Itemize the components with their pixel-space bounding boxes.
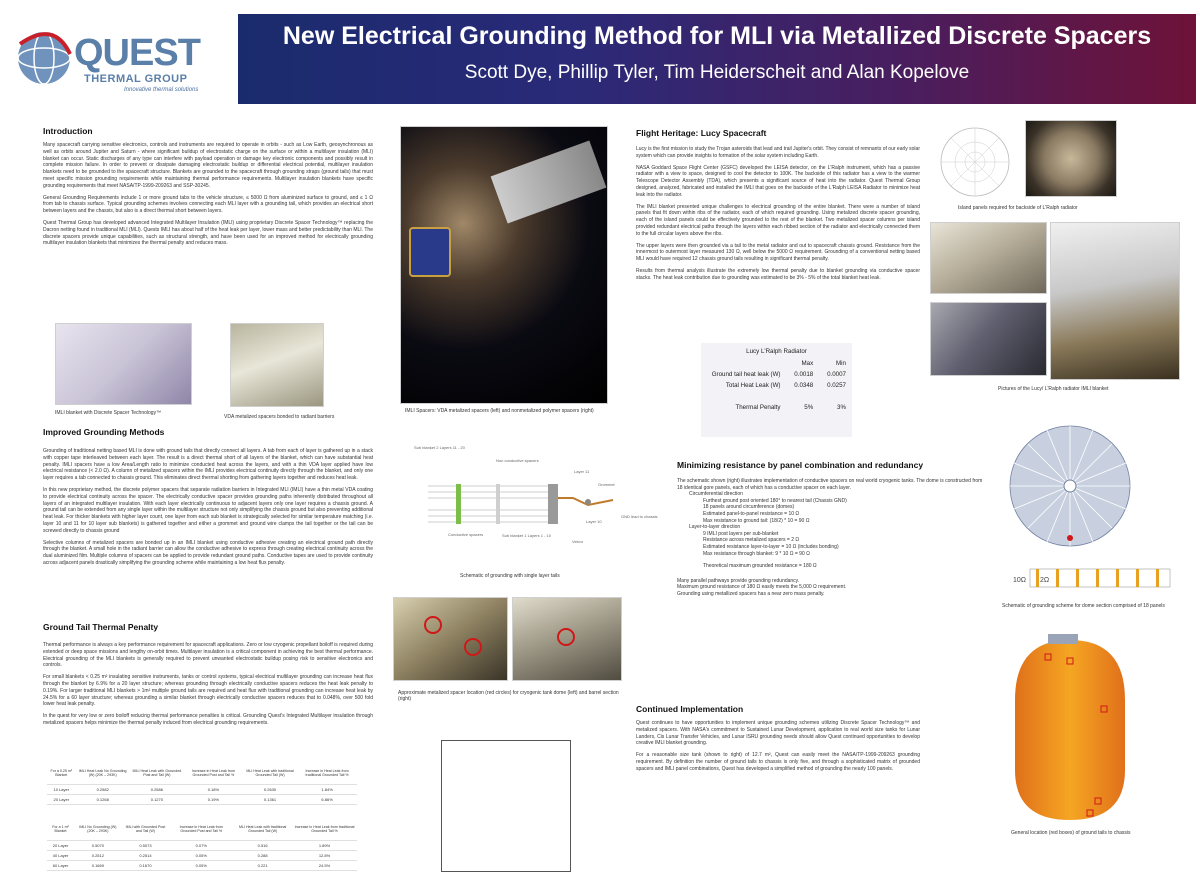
minimizing-paragraph: Grounding using metallized spacers has a near zero mass penalty. — [677, 590, 825, 597]
lucy-table-cell: Ground tail heat leak (W) — [711, 371, 781, 378]
title-banner — [238, 14, 1196, 104]
island-panels-caption: Island panels required for backside of L'Ralph radiator — [958, 205, 1078, 211]
globe-icon — [14, 24, 74, 94]
table2-cell: 0.07% — [169, 841, 233, 851]
minimizing-line: Circumferential direction — [689, 491, 743, 498]
table2-header-row — [47, 818, 357, 841]
lucy-blanket-detail-photo — [930, 302, 1047, 376]
table2-cell: 0.1670 — [122, 861, 170, 871]
table2-cell: 0.05% — [169, 851, 233, 861]
table1-cell: 0.2586 — [130, 785, 184, 795]
lucy-table-body — [701, 358, 852, 413]
grommet-icon — [585, 499, 591, 505]
table2-cell: 0.1669 — [74, 861, 122, 871]
poster-title: New Electrical Grounding Method for MLI via Metallized Discrete Spacers — [282, 22, 1152, 50]
table1-header-cell: IMLI Heat Leak No Grounding (W) (20K – 293K) — [76, 762, 130, 785]
table1-row — [47, 785, 357, 795]
table2-cell: 1.89% — [292, 841, 357, 851]
continued-paragraph: For a reasonable size tank (shown to right) of 12.7 m², Quest can easily meet the NASA/TP-1999-209263 grounding requirement. By definition the number of ground tails to chassis is only five, and through a sophisticated matrix of grounded spacers and IMLI panel combinations, Quest has developed a simplified method of grounding the nearly 100 panels. — [636, 752, 920, 772]
panel-resistance-strip — [1010, 565, 1180, 593]
table2-header-cell: Increase in Heat Leak from traditional Grounded Tail % — [292, 818, 357, 841]
tank-location-caption: Approximate metalized spacer location (red circles) for cryogenic tank dome (left) and barrel section (right) — [398, 690, 619, 702]
logo-tagline: Innovative thermal solutions — [124, 87, 199, 93]
minimizing-line: Max resistance to ground tail: (18/2) * 10 = 90 Ω — [703, 517, 810, 524]
table1-header-cell: MLI Heat Leak with traditional Grounded Tail (W) — [243, 762, 297, 785]
table2-header-cell: IMLI with Grounded Post and Tail (W) — [122, 818, 170, 841]
improved-text — [43, 448, 373, 572]
spacer-location-marker — [424, 616, 442, 634]
minimizing-heading: Minimizing resistance by panel combination and redundancy — [677, 460, 924, 470]
quest-logo — [12, 20, 227, 98]
lucy-pictures-caption: Pictures of the Lucy/ L'Ralph radiator IMLI blanket — [998, 386, 1109, 392]
minimizing-line: Theoretical maximum grounded resistance = 180 Ω — [703, 563, 817, 570]
heat-leak-table-small — [47, 762, 357, 805]
table2-header-cell: MLI Heat Leak with traditional Grounded Tail (W) — [233, 818, 292, 841]
lucy-table-row — [701, 380, 852, 391]
table2-cell: 40 Layer — [47, 851, 74, 861]
ground-tail-marker — [1067, 535, 1073, 541]
table1-cell: 20 Layer — [47, 795, 76, 805]
lucy-table-header-cell — [701, 358, 787, 369]
conductive-label: Conductive spacers — [448, 532, 484, 537]
tail-paragraph: Thermal performance is always a key performance requirement for spacecraft applications. Zero or low cryogenic propellant boiloff is required during extended or deep space missions and lengthy on-orbit times. Multilayer insulation is a critical component in achieving the best thermal performance. Electrical grounding of the MLI blankets is generally required to prevent unwanted electrostatic buildup posing risk to sensitive electronics and controls. — [43, 642, 373, 669]
table2-cell: 24.5% — [292, 861, 357, 871]
non-conductive-label: Non conductive spacers — [496, 458, 539, 463]
sub-blanket-1-label: Sub blanket 1 Layers 1 - 10 — [502, 533, 551, 538]
flight-text — [636, 146, 920, 287]
vda-spacers-photo — [230, 323, 324, 407]
lucy-table-cell: Thermal Penalty — [735, 404, 781, 411]
table2-header-cell: IMLI No Grounding (W) (20K – 293K) — [74, 818, 122, 841]
logo-subtitle: THERMAL GROUP — [84, 73, 188, 85]
table1-cell: 0.1270 — [130, 795, 184, 805]
general-location-caption: General location (red boxes) of ground tails to chassis — [1011, 830, 1131, 836]
lucy-spacecraft-image — [400, 126, 608, 404]
improved-heading: Improved Grounding Methods — [43, 427, 165, 437]
lucy-radiator-table — [701, 343, 852, 437]
gnd-lead-label: GND lead to chassis — [621, 514, 658, 519]
imli-blanket-caption: IMLI blanket with Discrete Spacer Technology™ — [55, 410, 162, 416]
table2-cell: 0.221 — [233, 861, 292, 871]
lucy-table-cell: 0.0257 — [827, 382, 846, 389]
lucy-table-row — [701, 369, 852, 380]
intro-paragraph: General Grounding Requirements include 1 or more ground tabs to the vehicle structure, ≤ 5000 Ω from aluminized surface to ground, and ≤ 1 Ω from tab to chassis surface. Typical grounding schemes involves connecting each MLI layer with a grounding tail, which provides an electrical short between layers and the chassis, but also is a direct thermal short between layers. — [43, 194, 373, 215]
minimizing-line: Estimated resistance layer-to-layer = 10 Ω (includes bonding) — [703, 543, 839, 550]
lucy-table-cell: Total Heat Leak (W) — [725, 382, 781, 389]
table1-header-cell: Increase in Heat Leak from traditional Grounded Tail % — [297, 762, 357, 785]
imli-spacers-caption: IMLI Spacers: VDA metalized spacers (left) and nonmetalized polymer spacers (right) — [405, 408, 594, 414]
lucy-installation-photo — [1050, 222, 1180, 380]
lucy-table-cell: 5% — [804, 404, 814, 411]
table2-cell: 0.2512 — [74, 851, 122, 861]
table2-cell: 0.5073 — [122, 841, 170, 851]
table1-header-cell: For a 0.25 m² Blanket — [47, 762, 76, 785]
table2-cell: 60 Layer — [47, 861, 74, 871]
tail-paragraph: For small blankets < 0.25 m² insulating sensitive instruments, tanks or control systems, typical electrical multilayer grounding can increase heat flux through the blanket by 6.9% for a 20 layer structure; whereas grounding through electrically conductive spacers reduces the heat leak penalty to 0.19%. For larger traditional MLI blankets > 1m² multiple ground tails are required and heat flux with traditional grounding can increase heat leak by 24.5% for a 60 layer structure; whereas grounding a similar blanket through electrically conductive spacers reduces that to 0.048%, over 500 fold lower heat leak penalty. — [43, 674, 373, 708]
table1-cell: 1.84% — [297, 785, 357, 795]
schematic-single-caption: Schematic of grounding with single layer tails — [460, 573, 560, 579]
minimizing-paragraph: The schematic shown (right) illustrates implementation of conductive spacers on real world cryogenic tanks. The dome is constructed from 18 identical gore panels, each of which has a conductive spacer on each layer. — [677, 478, 983, 491]
lucy-table-row — [701, 391, 852, 413]
lucy-mission-patch — [409, 227, 451, 277]
velcro-label: Velcro — [572, 539, 584, 544]
flight-heading: Flight Heritage: Lucy Spacecraft — [636, 128, 767, 138]
spacer-location-marker — [557, 628, 575, 646]
table1-header-row — [47, 762, 357, 785]
cryogenic-tank-diagram — [1005, 630, 1140, 825]
intro-paragraph: Many spacecraft carrying sensitive electronics, controls and instruments are required to operate in orbits - such as Low Earth, geosynchronous as well as orbits around Jupiter and Saturn - where significant buildup of electrostatic charge on the surface or within a multilayer insulation (MLI) blanket can occur. Static discharges of any type can interfere with payload operation or damage key electronic components and possibly result in complete mission failure. In order to prevent or dissipate damaging electrostatic buildup or differential electrical potential, multilayer insulation blankets need to be grounded to the spacecraft structure. Blankets are grounded to the spacecraft through grounding straps (ground tails) that must meet specific mission grounding requirements while maintaining thermal performance requirements. Multilayer insulation blankets have specific grounding requirements that meet NASA/TP-1999-209263 and SSP-30245. — [43, 142, 373, 189]
tank-barrel-photo — [512, 597, 622, 681]
tail-heading: Ground Tail Thermal Penalty — [43, 622, 159, 632]
table2-row — [47, 851, 357, 861]
logo-name: QUEST — [74, 32, 200, 74]
flight-paragraph: Lucy is the first mission to study the Trojan asteroids that lead and trail Jupiter's orbit. They consist of remnants of our early solar system which can provide insights to formation of the solar system including Earth. — [636, 146, 920, 159]
minimizing-line: Resistance across metalized spacers = 2 Ω — [703, 537, 800, 544]
table2-cell: 12.8% — [292, 851, 357, 861]
table2-cell: 20 Layer — [47, 841, 74, 851]
spacer-location-marker — [464, 638, 482, 656]
heat-leak-table-large — [47, 818, 357, 871]
continued-heading: Continued Implementation — [636, 704, 744, 714]
intro-paragraph: Quest Thermal Group has developed advanced Integrated Multilayer Insulation (IMLI) using proprietary Discrete Spacer Technology™ replacing the Dacron netting found in traditional MLI (MLI). Quests IMLI has about half of the heat leak per layer, lower mass and better predictability than MLI. The discrete spacers provide unique capabilities, such as structural strength, and have been used for an improved method for electrically grounding multilayer insulation blankets that minimizes the thermal penalty and reduces mass. — [43, 219, 373, 247]
table1-cell: 6.86% — [297, 795, 357, 805]
flight-paragraph: The upper layers were then grounded via a tail to the metal radiator and out to spacecraft chassis ground. Resistance from the innermost to outermost layer measured 130 Ω, well below the 5000 Ω requirement. Grounding of a conventional netting based MLI would have required 12 chassis ground tails resulting in significant thermal penalty. — [636, 242, 920, 263]
velcro-strip — [548, 484, 558, 524]
lucy-blanket-photo — [930, 222, 1047, 294]
table2-row — [47, 861, 357, 871]
minimizing-line: Max resistance through blanket: 9 * 10 Ω = 90 Ω — [703, 550, 810, 557]
minimizing-line: 18 panels around circumference (domes) — [703, 504, 795, 511]
non-conductive-spacer-column — [496, 484, 500, 524]
minimizing-text — [677, 478, 987, 598]
lucy-table-cell: 0.0348 — [794, 382, 814, 389]
minimizing-paragraph: Many parallel pathways provide grounding redundancy. — [677, 577, 800, 584]
table1-cell: 0.1361 — [243, 795, 297, 805]
poster-authors: Scott Dye, Phillip Tyler, Tim Heiderscheit and Alan Kopelove — [464, 62, 970, 83]
dome-grounding-diagram — [1005, 420, 1135, 560]
table1-row — [47, 795, 357, 805]
minimizing-line: Furthest ground post oriented 180° to nearest tail (Chassis GND) — [703, 497, 847, 504]
table1-header-cell: Increase in Heat Leak from Grounded Post and Tail % — [184, 762, 243, 785]
layer-11-label: Layer 11 — [574, 469, 590, 474]
ten-ohm-label: 10Ω — [1013, 577, 1027, 584]
lucy-table-header-cell: Min — [836, 360, 846, 367]
imli-blanket-photo — [55, 323, 192, 405]
table1-cell: 0.2582 — [76, 785, 130, 795]
flight-paragraph: The IMLI blanket presented unique challenges to electrical grounding of the entire blanket. There were a number of island panels that fit down within ribs of the radiator, each of which required grounding. Using metalized discrete spacer grounding, each of the island panels could be effectively grounded to the rest of the blanket. Two metalized spacer columns per island provided redundant electrical paths through the layers within each ribbed section of the radiator and electrically connected them to the full circular layers above the ribs. — [636, 203, 920, 237]
table1-cell: 0.1268 — [76, 795, 130, 805]
layer-10-label: Layer 10 — [586, 519, 602, 524]
table2-header-cell: Increase in Heat Leak from Grounded Post and Tail % — [169, 818, 233, 841]
table1-cell: 0.18% — [184, 785, 243, 795]
tail-text — [43, 642, 373, 732]
minimizing-paragraph: Maximum ground resistance of 180 Ω easily meets the 5,000 Ω requirement. — [677, 584, 847, 591]
lucy-table-header-row — [701, 358, 852, 369]
table2-header-cell: For a 1 m² Blanket — [47, 818, 74, 841]
table2-cell: 0.516 — [233, 841, 292, 851]
table1-cell: 0.2630 — [243, 785, 297, 795]
table2-cell: 0.288 — [233, 851, 292, 861]
blank-image-frame — [441, 740, 571, 872]
flight-paragraph: Results from thermal analysis illustrate the extremely low thermal penalty due to blanket grounding via conductive spacer stacks. The heat leak contribution due to grounding was estimated to be 3% - 5% of the total blanket heat leak. — [636, 267, 920, 281]
continued-text — [636, 720, 920, 778]
minimizing-line: 9 IMLI post layers per sub-blanket — [703, 530, 779, 537]
improved-paragraph: Grounding of traditional netting based MLI is done with ground tails that directly connect all layers. A tab from each of layer is gathered up in a stack with copper tape interleaved between each layer. The result is a direct thermal short of all layers of the blanket, which can have substantial heat penalty. IMLI spacers have a low Area/Length ratio to minimize conducted heat across the layers, and with a thin VDA layer applied have low electrical resistance (< 2.0 Ω). A column of metalized spacers within the IMLI provides electrical continuity directly through the blanket, and only one layer requires a tab connected to chassis ground. This eliminates direct thermal shorting from gathering layers together and reduces heat leak. — [43, 448, 373, 482]
improved-paragraph: Selective columns of metalized spacers are bonded up in an IMLI blanket using conductive adhesive creating an electrical ground path directly through the blanket. A small hole in the radiant barrier can allow the conductive adhesive to express through creating electrical continuity across the dual aluminized film. Multiple columns of spacers can be applied to provide redundant ground paths. Conductive tapes are used to provide continuity across adjacent panels drastically simplifying the grounding scheme while maintaining a low heat flux penalty. — [43, 539, 373, 566]
table2-row — [47, 841, 357, 851]
spacecraft-panel — [491, 141, 607, 224]
improved-paragraph: In this new proprietary method, the discrete polymer spacers that separate radiation barriers in Integrated MLI (IMLI) have a thin metal VDA coating to provide electrical continuity across the spacer. The electrically conductive spacer provides grounding paths inherently distributed throughout all layers of an integrated multilayer insulation. With each layer electrically continuous to adjacent layers only one layer requires a chassis ground. A ground tail can be extended from any single layer within the multilayer structure not only simplifying the chassis ground but also preventing additional heat leak. For thicker blankets with higher layer count, one layer from each sub blanket is strategically selected for similar temperature matching (i.e. layer 10 and 11 for 10 layer sub blankets) is gathered together and either a grommet and ground wire clamps the tail together or the tail can be screwed directly to chassis ground — [43, 486, 373, 534]
sub-blanket-2-label: Sub blanket 2 Layers 11 - 20 — [414, 445, 465, 450]
minimizing-line: Layer-to-layer direction — [689, 524, 741, 531]
lucy-table-cell: 0.0018 — [794, 371, 814, 378]
intro-heading: Introduction — [43, 126, 93, 136]
table2-cell: 0.5070 — [74, 841, 122, 851]
grommet-label: Grommet — [598, 482, 615, 487]
radiator-photo — [1025, 120, 1117, 197]
dome-scheme-caption: Schematic of grounding scheme for dome section comprised of 18 panels — [1002, 603, 1165, 609]
tail-paragraph: In the quest for very low or zero boiloff reducing thermal performance penalties is critical. Grounding Quest's Integrated Multilayer insulation through metalized spacers helps minimize the thermal penalty induced from electrical grounding requirements. — [43, 713, 373, 726]
single-layer-tail-schematic — [398, 440, 658, 550]
table1-cell: 10 Layer — [47, 785, 76, 795]
lucy-table-cell: 0.0007 — [827, 371, 846, 378]
lucy-table-header-cell: Max — [801, 360, 814, 367]
tank-dome-photo — [393, 597, 508, 681]
island-panels-diagram — [930, 125, 1020, 200]
vda-spacers-caption: VDA metalized spacers bonded to radiant barriers — [224, 414, 335, 420]
table2-cell: 0.05% — [169, 861, 233, 871]
table2-cell: 0.2514 — [122, 851, 170, 861]
table1-header-cell: IMLI Heat Leak with Grounded Post and Tail (W) — [130, 762, 184, 785]
conductive-spacer-column — [456, 484, 461, 524]
intro-text — [43, 142, 373, 252]
minimizing-line: Estimated panel-to-panel resistance = 10 Ω — [703, 510, 800, 517]
lucy-table-title: Lucy L'Ralph Radiator — [746, 348, 807, 355]
two-ohm-label: 2Ω — [1040, 577, 1050, 584]
table1-cell: 0.19% — [184, 795, 243, 805]
lucy-table-cell: 3% — [837, 404, 846, 411]
continued-paragraph: Quest continues to have opportunities to implement unique grounding schemes utilizing Discrete Spacer Technology™ and metalized spacers. With NASA's commitment to Sustained Lunar Development, application to real world size tanks for Lunar Landers, Cis Lunar Transfer Vehicles, and Lunar ISRU grounding needs should allow Quest continued opportunities to develop creative IMLI blanket grounding. — [636, 720, 920, 747]
flight-paragraph: NASA Goddard Space Flight Center (GSFC) developed the LEISA detector, on the L'Ralph instrument, which has a passive radiator with a view to space, designed to cool the detector to 100K. The backside of this radiator has a view to the warmer Telescope Detector Assembly (TDA), which presents a significant source of heat into the radiator. Quest Thermal Group designed, analyzed, fabricated and installed the IMLI that goes on the backside of the L'Ralph LEISA Radiator to minimize heat leak into the radiator. — [636, 164, 920, 198]
